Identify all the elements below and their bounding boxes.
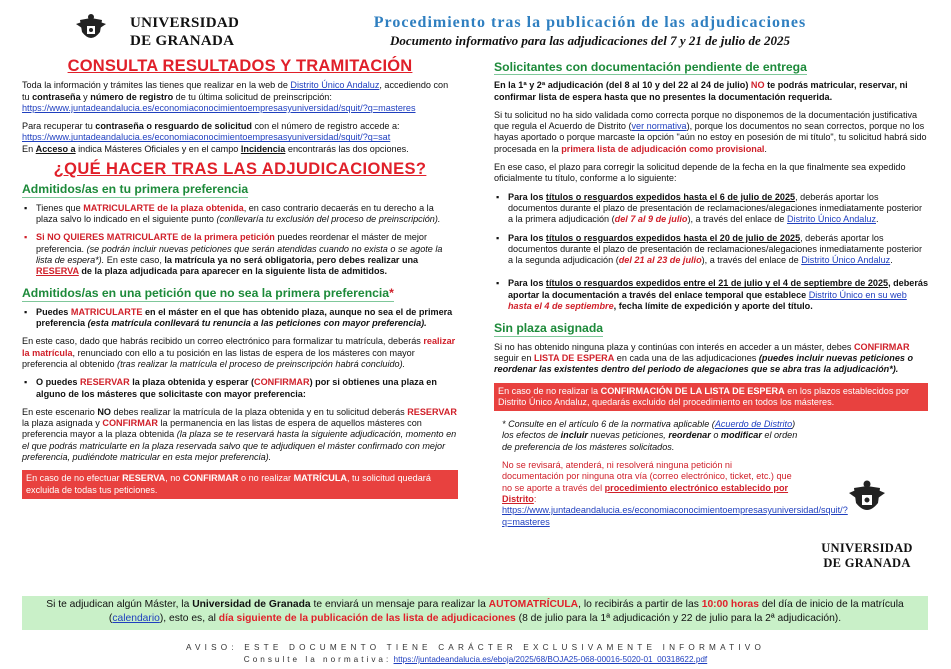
- consulta-paragraph: Toda la información y trámites las tienes que realizar en la web de Distrito Único Andaluz, accediendo con tu contraseña y número de registro de tu última solicitud de preinscripción: https://www.juntadeandalucia.es/economiaconocimientoempresasyuniversidad/squit/?q=masteres: [22, 80, 449, 113]
- plazo-paragraph: En ese caso, el plazo para corregir la solicitud depende de la fecha en la que finalmente sea expedido oficialmente tu título, conforme a lo siguiente:: [494, 162, 906, 184]
- escenario-paragraph: En este escenario NO debes realizar la matrícula de la plaza obtenida y en tu solicitud deberás RESERVAR la plaza asignada y CONFIRMAR la permanencia en las listas de espera de aquellos másteres con preferencia mayor a la plaza obtenida (la plaza se te reservará hasta la siguiente adjudicación, momento en el que podrás matricularte en la plaza reservada salvo que te adjudiquen el máster confirmado con mejor preferencia, pudiéndote matricular en esta mejor preferencia).: [22, 406, 457, 463]
- distrito-web-link[interactable]: Distrito Único en su web: [808, 289, 907, 300]
- distrito-link[interactable]: Distrito Único Andaluz: [290, 80, 380, 91]
- admitidos-primera-heading: Admitidos/as en tu primera preferencia: [22, 182, 249, 197]
- bullet-6-julio: ▪ Para los títulos o resguardos expedidos hasta el 6 de julio de 2025, deberás aportar los documentos durante el plazo de presentación de reclamaciones/alegaciones inmediatamente posterior a la primera adjudicación (del 7 al 9 de julio), a través del enlace de Distrito Único Andaluz.: [496, 191, 923, 225]
- ver-normativa-link[interactable]: ver normativa: [631, 121, 687, 132]
- distrito-link-2[interactable]: Distrito Único Andaluz: [801, 255, 891, 266]
- pendiente-heading: Solicitantes con documentación pendiente de entrega: [494, 60, 807, 74]
- boja-link[interactable]: https://juntadeandalucia.es/eboja/2025/68/BOJA25-068-00016-5020-01_00318622.pdf: [393, 655, 708, 664]
- consulta-heading: CONSULTA RESULTADOS Y TRAMITACIÓN: [67, 57, 413, 75]
- bullet-no-matricularte: ▪ Si NO QUIERES MATRICULARTE de la primera petición puedes reordenar el máster de mejor preferencia. (se podrán incluir nuevas peticiones que serán atendidas cuando no exista o se agote la lista de espera*). En este caso, la matrícula ya no será obligatoria, pero debes realizar una RESERVA de la plaza adjudicada para aparecer en la siguiente lista de admitidos.: [24, 232, 443, 277]
- sat-url-link[interactable]: https://www.juntadeandalucia.es/economiaconocimientoempresasyuniversidad/squit/?q=sat: [22, 132, 391, 143]
- left-column: [22, 58, 458, 505]
- logo2-text-line2: DE GRANADA: [823, 556, 911, 570]
- bullet-reservar: ▪ O puedes RESERVAR la plaza obtenida y esperar (CONFIRMAR) por si obtienes una plaza en alguno de los másteres que solicitaste con mayor preferencia:: [24, 377, 437, 399]
- logo-text-line2: DE GRANADA: [130, 33, 235, 49]
- masteres-url-link[interactable]: https://www.juntadeandalucia.es/economiaconocimientoempresasyuniversidad/squit/?q=masteres: [22, 102, 416, 113]
- page-subtitle: Documento informativo para las adjudicaciones del 7 y 21 de julio de 2025: [389, 33, 791, 48]
- bullet-puedes-matricularte: ▪ Puedes MATRICULARTE en el máster en el que has obtenido plaza, aunque no sea el de primera preferencia (esta matrícula conllevará tu renuncia a las peticiones con mayor preferencia).: [24, 306, 453, 329]
- page-title: Procedimiento tras la publicación de las adjudicaciones: [373, 14, 807, 31]
- right-alert-box: En caso de no realizar la CONFIRMACIÓN DE LA LISTA DE ESPERA en los plazos establecidos por Distrito Único Andaluz, quedarás excluido del procedimiento en todos los másteres.: [494, 383, 928, 412]
- nota-articulo-6: * Consulte en el artículo 6 de la normativa aplicable (Acuerdo de Distrito) los efectos de incluir nuevas peticiones, reordenar o modificar el orden de preferencia de los másteres solicitados.: [502, 419, 798, 452]
- university-crest-icon: [74, 12, 108, 46]
- que-hacer-heading: ¿QUÉ HACER TRAS LAS ADJUDICACIONES?: [53, 160, 427, 179]
- university-logo: [74, 12, 250, 49]
- right-column: [494, 58, 928, 535]
- aviso-line: AVISO: ESTE DOCUMENTO TIENE CARÁCTER EXCLUSIVAMENTE INFORMATIVO: [185, 643, 766, 652]
- logo-text-line1: UNIVERSIDAD: [130, 15, 240, 31]
- acuerdo-distrito-link[interactable]: Acuerdo de Distrito: [714, 419, 793, 430]
- recuperar-paragraph: Para recuperar tu contraseña o resguardo de solicitud con el número de registro accede a: https://www.juntadeandalucia.es/economiaconocimientoempresasyuniversidad/squit/?q=sat En Acceso a indica Másteres Oficiales y en el campo Incidencia encontrarás las dos opciones.: [22, 121, 409, 154]
- document-header: [0, 0, 951, 54]
- bullet-20-julio: ▪ Para los títulos o resguardos expedidos hasta el 20 de julio de 2025, deberás aportar los documentos durante el plazo de presentación de reclamaciones/alegaciones inmediatamente posterior a la segunda adjudicación (del 21 al 23 de julio), a través del enlace de Distrito Único Andaluz.: [496, 232, 923, 266]
- bullet-matricularte: ▪ Tienes que MATRICULARTE de la plaza obtenida, en caso contrario decaerás en tu derecho a la plaza salvo lo indicado en el siguiente punto (conllevaría tu exclusión del proceso de preinscripción).: [24, 202, 441, 224]
- nota-otra-via: No se revisará, atenderá, ni resolverá ninguna petición ni documentación por ninguna otra vía (correo electrónico, ticket, etc.) que no se aporte a través del procedimiento electrónico establecido por Distrito: https://www.juntadeandalucia.es/economiaconocimientoempresasyuniversidad/squit/?q=masteres: [502, 460, 848, 527]
- sin-plaza-heading: Sin plaza asignada: [494, 321, 604, 336]
- bullet-4-septiembre: ▪ Para los títulos o resguardos expedidos entre el 21 de julio y el 4 de septiembre de 2025, deberás aportar la documentación a través del enlace temporal que establece Distrito Único en su web hasta el 4 de septiembre, fecha límite de expedición y aporte del título.: [496, 278, 929, 312]
- no-validada-paragraph: Si tu solicitud no ha sido validada como correcta porque no disponemos de la documentación justificativa que regula el Acuerdo de Distrito (ver normativa), porque los documentos no sean correctos, porque no los hayas aportado o porque marcaste la opción "aún no estoy en posesión de mi título", tu solicitud habrá sido procesada en la primera lista de adjudicación como provisional.: [494, 109, 927, 154]
- pendiente-intro: En la 1ª y 2ª adjudicación (del 8 al 10 y del 22 al 24 de julio) NO te podrás matricular, reservar, ni confirmar lista de espera hasta que no presentes la documentación requerida.: [494, 80, 908, 102]
- consulte-line: Consulte la normativa: https://juntadeandalucia.es/eboja/2025/68/BOJA25-068-00016-5020-01_00318622.pdf: [243, 655, 708, 664]
- logo2-text-line1: UNIVERSIDAD: [821, 541, 913, 555]
- university-logo-bottom: [817, 479, 917, 569]
- left-alert-box: En caso de no efectuar RESERVA, no CONFIRMAR o no realizar MATRÍCULA, tu solicitud quedará excluida de todas tus peticiones.: [22, 470, 458, 499]
- automatricula-box: Si te adjudican algún Máster, la Universidad de Granada te enviará un mensaje para realizar la AUTOMATRÍCULA, lo recibirás a partir de las 10:00 horas del día de inicio de la matrícula (calendario), esto es, al día siguiente de la publicación de las lista de adjudicaciones (8 de julio para la 1ª adjudicación y 22 de julio para la 2ª adjudicación).: [22, 596, 928, 630]
- admitidos-otra-heading: Admitidos/as en una petición que no sea la primera preferencia*: [22, 286, 394, 301]
- sin-plaza-paragraph: Si no has obtenido ninguna plaza y continúas con interés en acceder a un máster, debes CONFIRMAR seguir en LISTA DE ESPERA en cada una de las adjudicaciones (puedes incluir nuevas peticiones o reordenar las existentes dentro del periodo de alegaciones que se abra tras la adjudicación*).: [494, 341, 914, 375]
- calendario-link[interactable]: calendario: [112, 613, 160, 624]
- university-crest-icon: [847, 479, 887, 519]
- caso-paragraph: En este caso, dado que habrás recibido un correo electrónico para formalizar tu matrícula, deberás realizar la matrícula, renunciado con ello a tu posición en las listas de espera de los másteres con mayor preferencia al obtenido (tras realizar la matrícula el proceso de preinscripción habrá concluido).: [22, 336, 456, 369]
- distrito-link-1[interactable]: Distrito Único Andaluz: [787, 214, 876, 225]
- procedimiento-url-link[interactable]: https://www.juntadeandalucia.es/economiaconocimientoempresasyuniversidad/squit/?q=masteres: [502, 505, 848, 527]
